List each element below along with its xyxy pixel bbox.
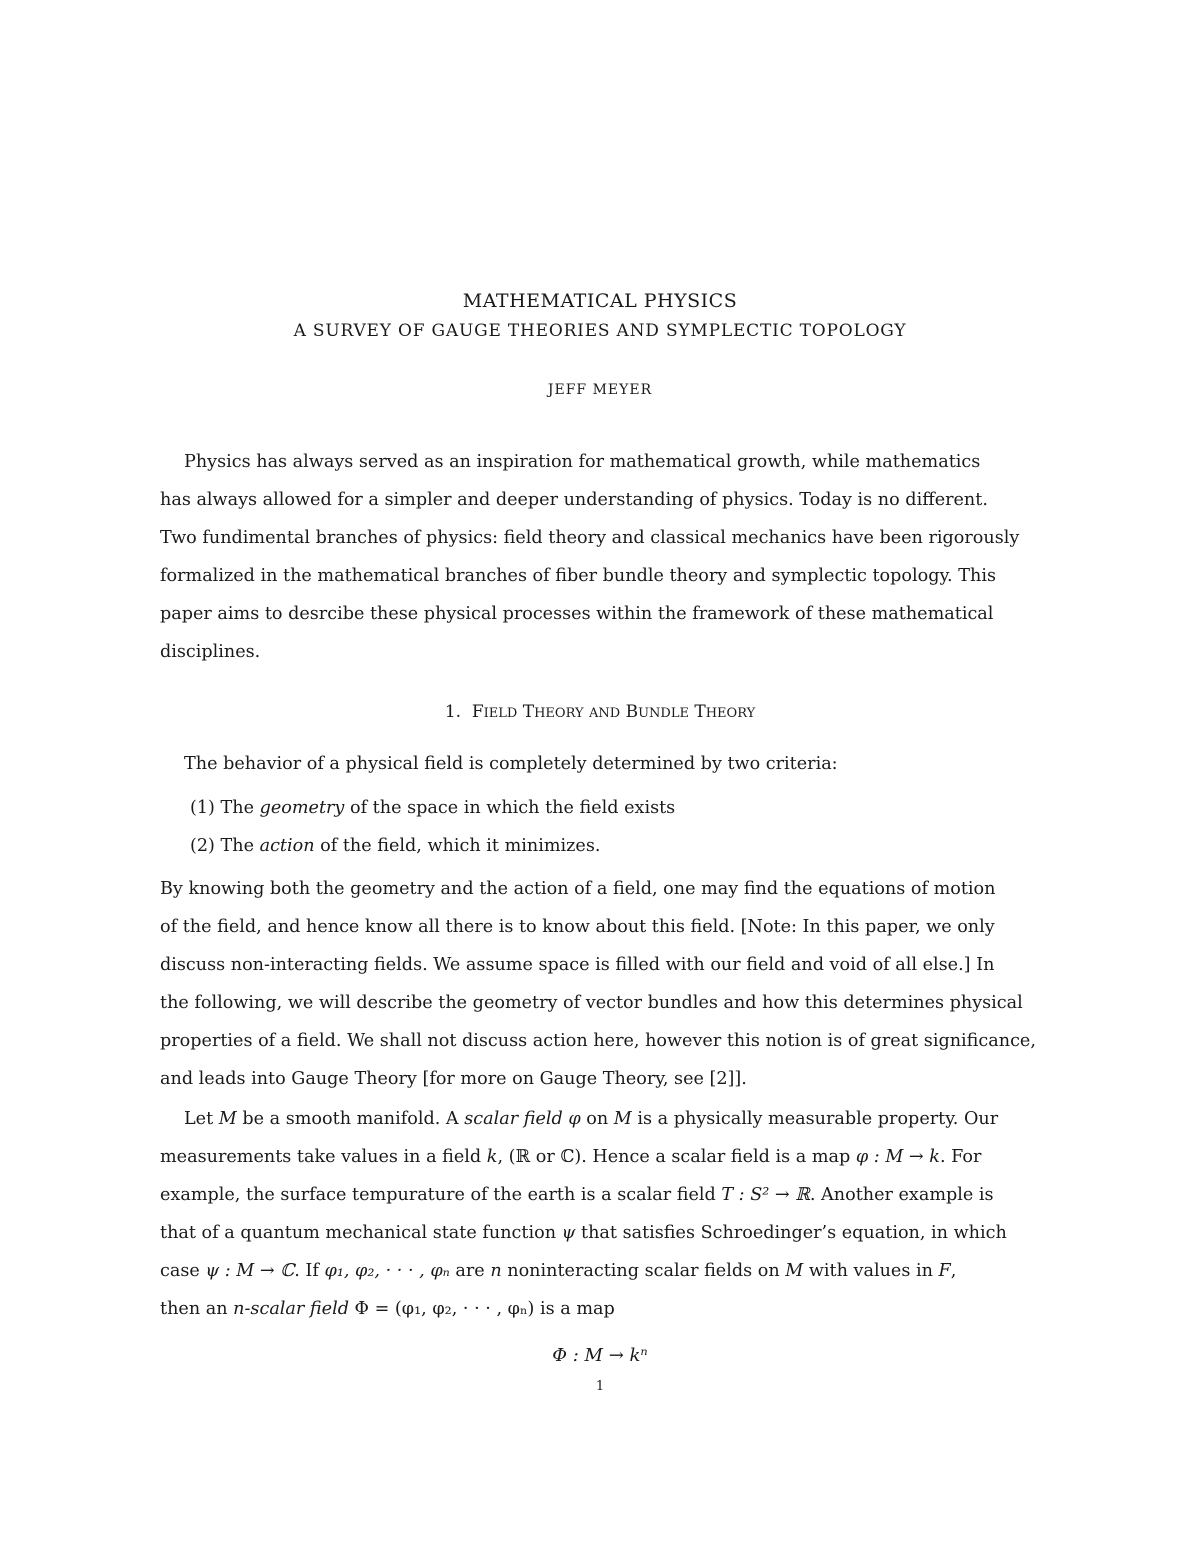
paragraph	[160, 870, 1050, 1098]
paragraph-line: that of a quantum mechanical state function ψ that satisfies Schroedinger’s equation, in which	[160, 1223, 1007, 1243]
section-title: FIELD THEORY AND BUNDLE THEORY	[471, 702, 756, 722]
list-marker: (2)	[190, 836, 215, 856]
emphasis: geometry	[259, 798, 345, 818]
paper-subtitle: A SURVEY OF GAUGE THEORIES AND SYMPLECTIC TOPOLOGY	[293, 321, 907, 341]
section-number: 1.	[444, 702, 462, 722]
paragraph	[160, 1100, 1050, 1328]
display-equation: Φ : M → kⁿ	[552, 1345, 648, 1366]
paragraph-line: properties of a field. We shall not discuss action here, however this notion is of great significance,	[160, 1031, 1036, 1051]
paragraph-line: Let M be a smooth manifold. A scalar field φ on M is a physically measurable property. Our	[184, 1109, 999, 1129]
abstract-line: formalized in the mathematical branches of fiber bundle theory and symplectic topology. This	[160, 566, 996, 586]
section-heading	[0, 700, 1200, 726]
paragraph-line: of the field, and hence know all there is to know about this field. [Note: In this paper, we only	[160, 917, 995, 937]
list-item: (1) The geometry of the space in which the field exists	[190, 798, 676, 818]
paragraph-line: then an n-scalar field Φ = (φ₁, φ₂, · · · , φₙ) is a map	[160, 1299, 615, 1319]
abstract-line: Physics has always served as an inspiration for mathematical growth, while mathematics	[184, 452, 981, 472]
abstract-line: paper aims to desrcibe these physical processes within the framework of these mathematical	[160, 604, 994, 624]
paragraph-line: discuss non-interacting fields. We assume space is filled with our field and void of all else.] In	[160, 955, 995, 975]
abstract-line: Two fundimental branches of physics: field theory and classical mechanics have been rigorously	[160, 528, 1020, 548]
list-marker: (1)	[190, 798, 215, 818]
paragraph-line: measurements take values in a field k, (ℝ or ℂ). Hence a scalar field is a map φ : M → k. For	[160, 1147, 982, 1167]
paragraph-line: and leads into Gauge Theory [for more on Gauge Theory, see [2]].	[160, 1069, 747, 1089]
paragraph-line: the following, we will describe the geometry of vector bundles and how this determines physical	[160, 993, 1023, 1013]
emphasis: action	[259, 836, 315, 856]
paragraph-line: example, the surface tempurature of the earth is a scalar field T : S² → ℝ. Another example is	[160, 1185, 994, 1205]
author-name: JEFF MEYER	[547, 382, 653, 398]
section-intro: The behavior of a physical field is completely determined by two criteria:	[184, 754, 838, 774]
abstract-line: disciplines.	[160, 642, 261, 662]
page-number: 1	[595, 1379, 605, 1394]
paragraph-line: case ψ : M → ℂ. If φ₁, φ₂, · · · , φₙ are n noninteracting scalar fields on M with values in F,	[160, 1261, 957, 1281]
abstract	[160, 443, 1050, 671]
abstract-line: has always allowed for a simpler and deeper understanding of physics. Today is no different.	[160, 490, 988, 510]
list-item: (2) The action of the field, which it minimizes.	[190, 836, 601, 856]
paper-title: MATHEMATICAL PHYSICS	[462, 290, 738, 312]
paragraph-line: By knowing both the geometry and the action of a field, one may find the equations of motion	[160, 879, 996, 899]
